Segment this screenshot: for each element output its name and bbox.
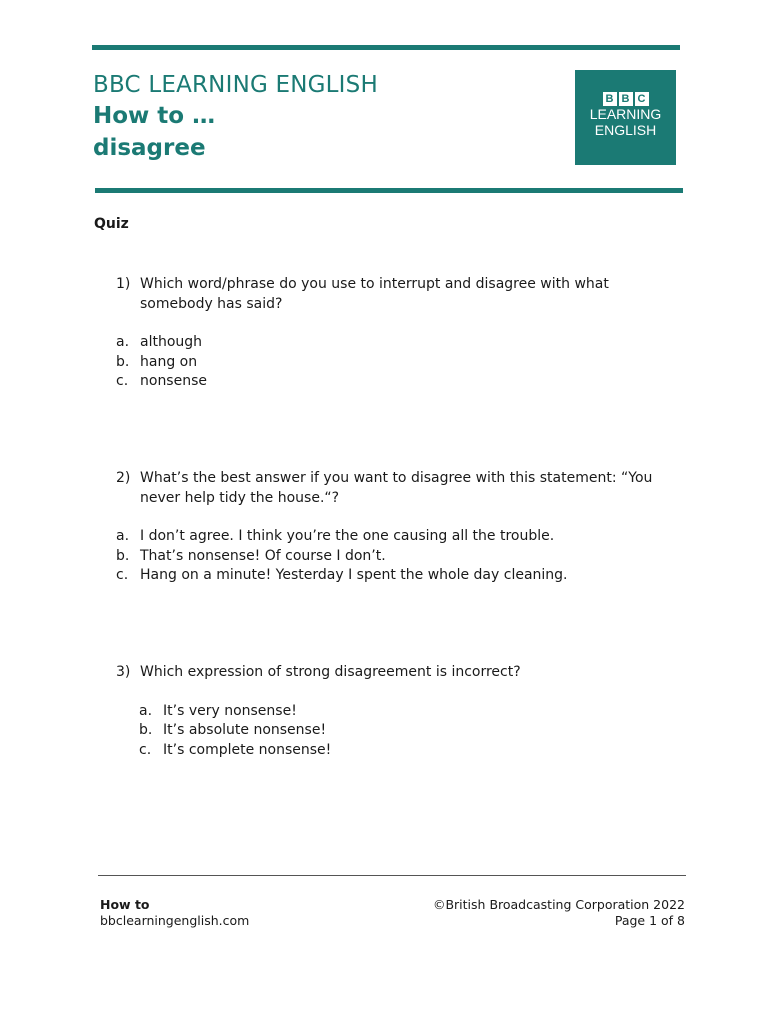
footer-right xyxy=(433,897,685,929)
option-letter: a. xyxy=(139,702,153,719)
answer-option xyxy=(116,566,676,586)
answer-option xyxy=(116,702,676,722)
option-letter: a. xyxy=(116,528,130,544)
logo-line-learning: LEARNING xyxy=(589,106,662,122)
question-text: Which expression of strong disagreement is incorrect? xyxy=(140,664,521,680)
quiz-heading: Quiz xyxy=(94,216,129,232)
option-text: hang on xyxy=(140,353,198,370)
question-number: 1) xyxy=(116,276,131,292)
answer-options xyxy=(116,527,676,586)
bbc-box-b1: B xyxy=(603,92,617,106)
question-number: 2) xyxy=(116,470,131,486)
option-text: It’s absolute nonsense! xyxy=(163,722,327,738)
footer-rule xyxy=(98,875,686,876)
answer-option xyxy=(116,547,676,567)
answer-option xyxy=(116,741,676,761)
option-text: That’s nonsense! Of course I don’t. xyxy=(140,547,386,564)
bbc-box-c: C xyxy=(635,92,649,106)
option-letter: b. xyxy=(139,722,153,738)
brand-name: BBC LEARNING ENGLISH xyxy=(93,72,378,98)
bbc-learning-english-logo xyxy=(575,70,676,165)
question-1 xyxy=(116,275,676,392)
option-letter: a. xyxy=(116,334,130,350)
option-letter: c. xyxy=(116,567,129,583)
question-3 xyxy=(116,663,676,760)
answer-options xyxy=(116,333,676,392)
option-text: It’s complete nonsense! xyxy=(163,741,332,758)
title-line-2: disagree xyxy=(93,135,206,161)
option-letter: c. xyxy=(116,373,129,389)
answer-option xyxy=(116,721,676,741)
title-line-1: How to … xyxy=(93,103,216,129)
answer-option xyxy=(116,333,676,353)
logo-line-english: ENGLISH xyxy=(594,122,657,138)
option-text: nonsense xyxy=(140,373,207,389)
document-header xyxy=(93,70,378,164)
option-letter: c. xyxy=(139,741,152,758)
option-text: I don’t agree. I think you’re the one causing all the trouble. xyxy=(140,528,555,544)
page-number: Page 1 of 8 xyxy=(614,913,685,928)
option-letter: b. xyxy=(116,353,130,370)
option-text: although xyxy=(140,334,203,350)
question-number: 3) xyxy=(116,664,131,680)
footer-copyright: ©British Broadcasting Corporation 2022 xyxy=(432,897,685,912)
header-bottom-rule xyxy=(95,188,683,193)
answer-option xyxy=(116,527,676,547)
option-text: It’s very nonsense! xyxy=(163,702,297,719)
answer-options xyxy=(116,702,676,761)
footer-series-title: How to xyxy=(100,897,150,912)
header-top-rule xyxy=(92,45,680,50)
option-text: Hang on a minute! Yesterday I spent the whole day cleaning. xyxy=(140,567,568,583)
option-letter: b. xyxy=(116,547,130,564)
footer-left xyxy=(100,897,249,929)
answer-option xyxy=(116,353,676,373)
footer-website-link[interactable]: bbclearningenglish.com xyxy=(100,913,250,928)
bbc-letter-boxes xyxy=(575,92,676,106)
question-text: Which word/phrase do you use to interrupt and disagree with what somebody has said? xyxy=(140,276,609,312)
question-2 xyxy=(116,469,676,586)
question-text: What’s the best answer if you want to disagree with this statement: “You never help tidy the house.“? xyxy=(140,470,653,506)
answer-option xyxy=(116,372,676,392)
bbc-box-b2: B xyxy=(619,92,633,106)
